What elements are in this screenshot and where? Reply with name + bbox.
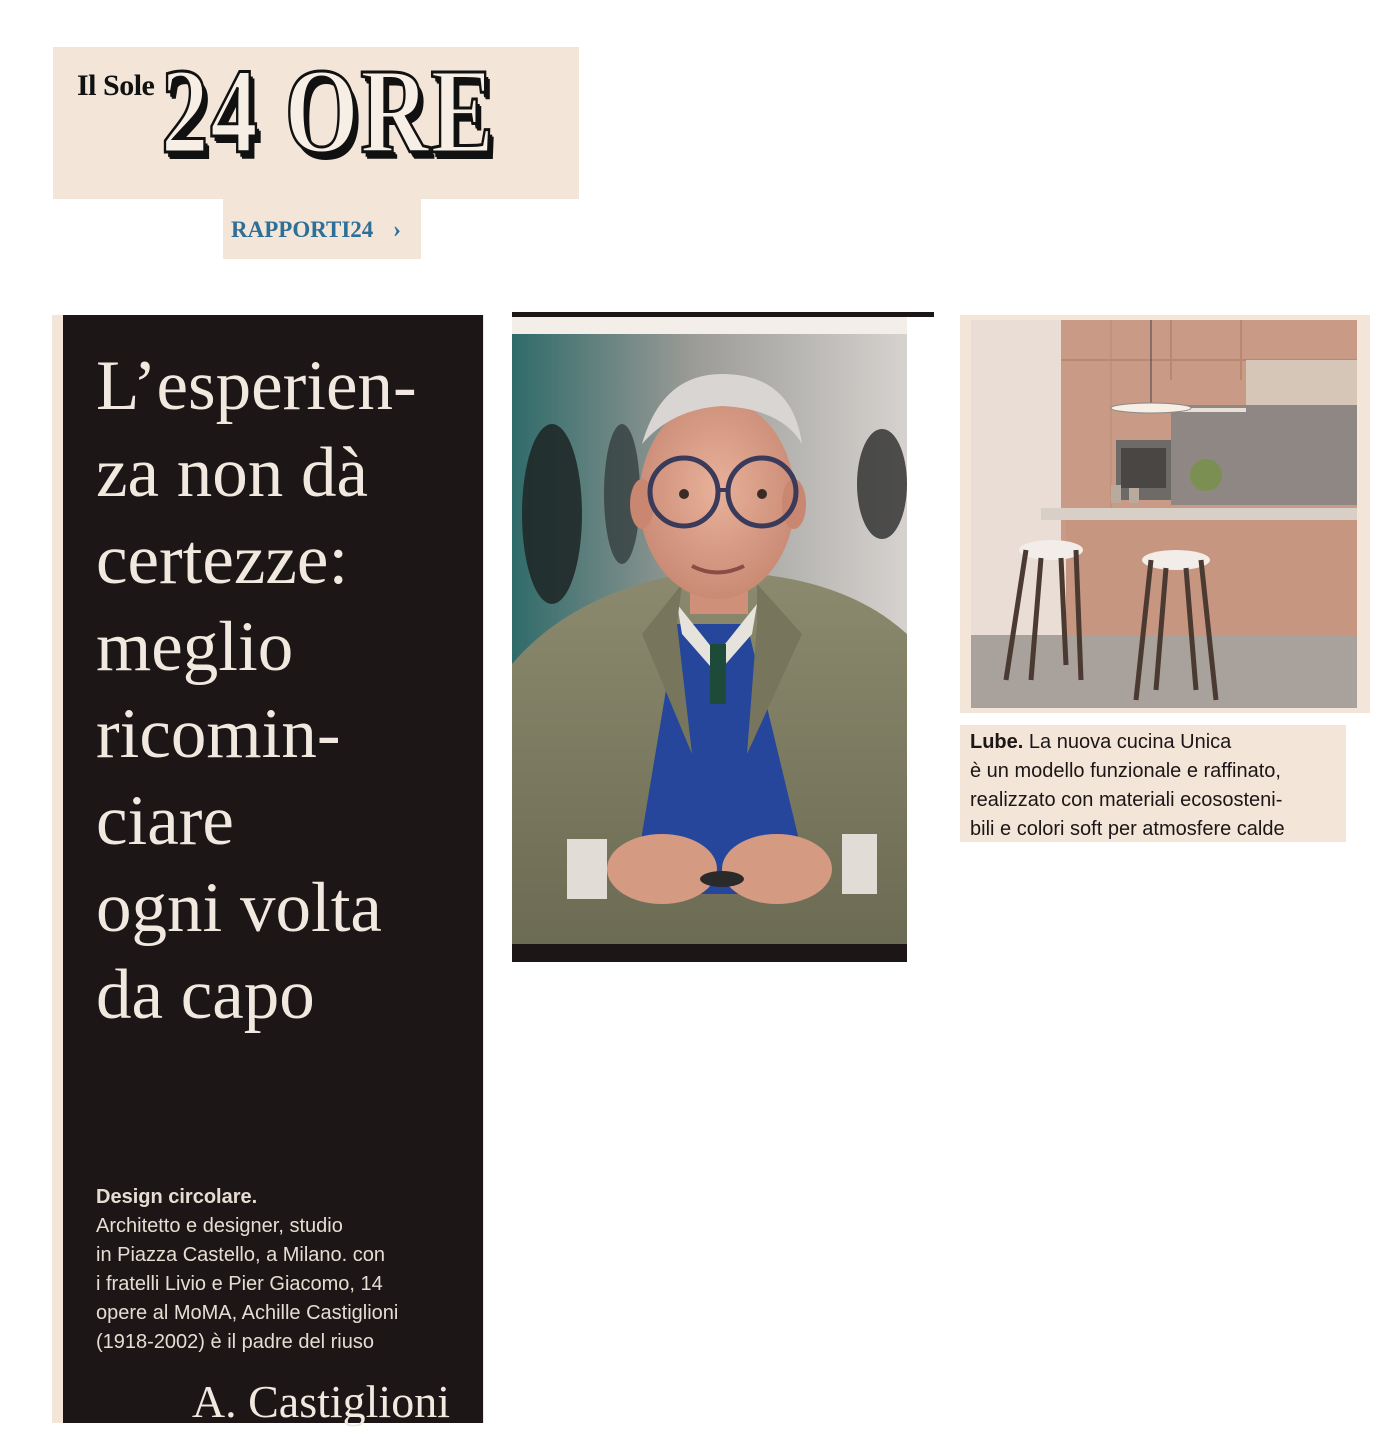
quote-text: L’esperien- za non dà certezze: meglio ricomin- ciare ogni volta da capo <box>96 347 417 1034</box>
caption-lead: Lube. <box>970 731 1024 753</box>
portrait-photo-frame <box>512 312 934 962</box>
quote-author: A. Castiglioni <box>191 1376 450 1427</box>
logo-il-sole: Il Sole <box>77 69 155 102</box>
castiglioni-caption <box>96 1183 456 1357</box>
kitchen-photo-frame <box>960 315 1370 713</box>
lube-kitchen-photo <box>971 320 1357 708</box>
rapporti24-label: RAPPORTI24 <box>231 217 374 242</box>
caption-lead: Design circolare. <box>96 1186 258 1208</box>
photo-credit-strip <box>512 317 907 334</box>
caption-body: Architetto e designer, studio in Piazza Castello, a Milano. con i fratelli Livio e Pier Giacomo, 14 opere al MoMA, Achille Castiglioni (1918-2002) è il padre del riuso <box>96 1215 399 1353</box>
quote-column <box>52 315 484 1427</box>
castiglioni-portrait-photo <box>512 334 907 962</box>
rapporti24-link[interactable] <box>223 199 421 259</box>
caption-body: La nuova cucina Unica è un modello funzionale e raffinato, realizzato con materiali ecososteni- bili e colori soft per atmosfere calde <box>970 731 1285 840</box>
masthead-logo[interactable] <box>53 44 579 199</box>
chevron-right-icon: › <box>393 217 401 243</box>
quote-panel <box>63 315 483 1423</box>
logo-24-ore: 24 ORE <box>161 44 496 179</box>
lube-caption <box>960 725 1346 842</box>
